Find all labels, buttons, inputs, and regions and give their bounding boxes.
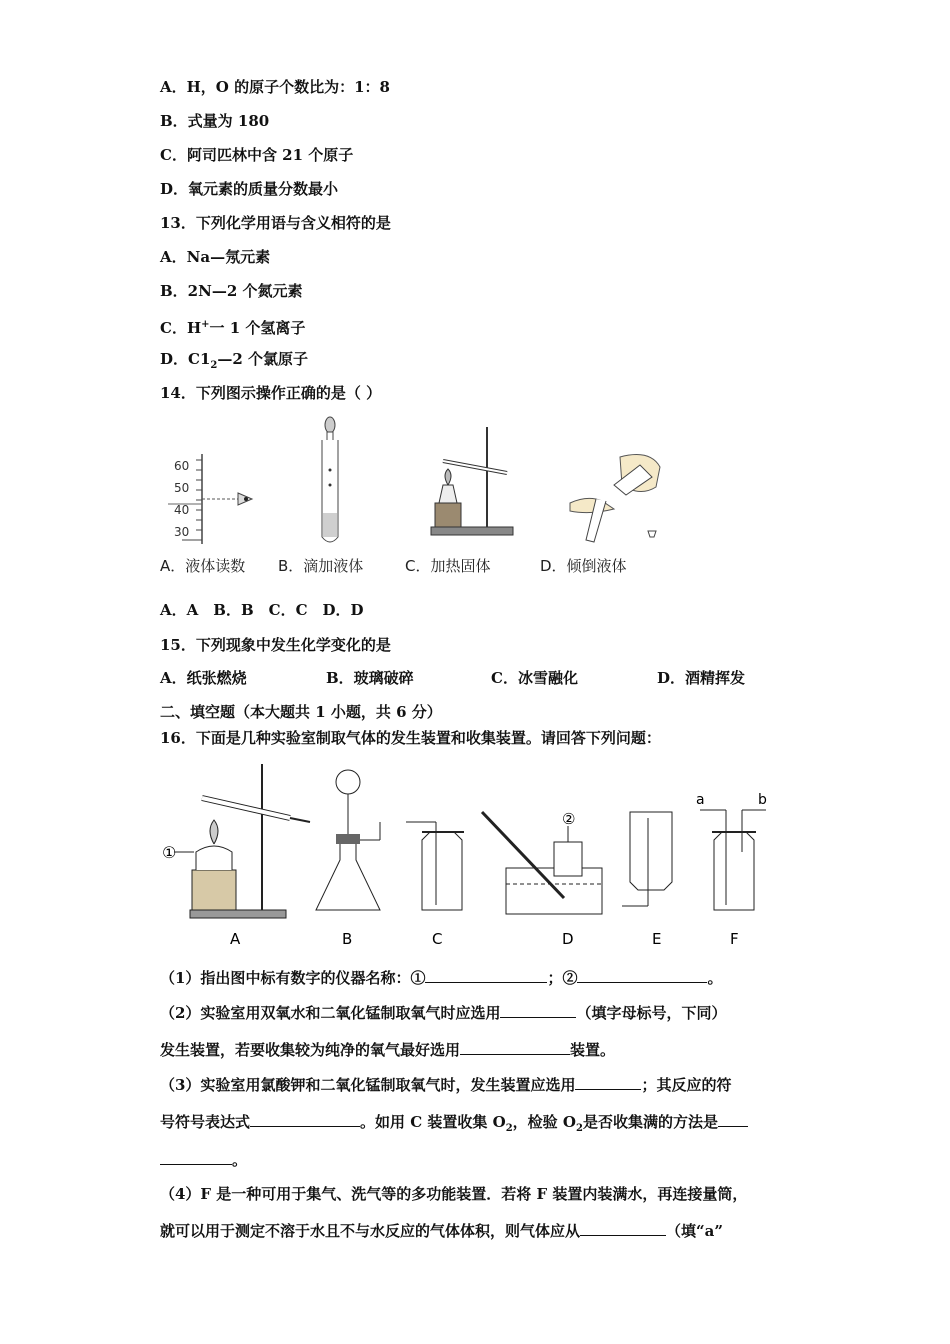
caption-d: D．倾倒液体 xyxy=(540,557,627,575)
q16-part3-line3 xyxy=(160,1150,247,1170)
q16-part2-line1 xyxy=(160,1003,726,1023)
q13-option-c-pre: C．H xyxy=(160,319,202,337)
q16-part2-line2 xyxy=(160,1040,615,1060)
answer-blank-2[interactable] xyxy=(577,968,707,983)
scale-tick-50: 50 xyxy=(174,481,190,495)
answer-blank-7[interactable] xyxy=(718,1112,748,1127)
q16-part3-line2 xyxy=(160,1112,748,1139)
port-a-label: a xyxy=(696,792,705,808)
subscript-2: 2 xyxy=(505,1123,513,1134)
q16-part3-text-c: 号符号表达式 xyxy=(160,1113,251,1131)
scale-tick-30: 30 xyxy=(174,525,190,539)
figure-dropping-liquid xyxy=(305,415,355,550)
apparatus-c xyxy=(406,822,464,910)
q13-option-b: B．2N—2 个氮元素 xyxy=(160,282,303,300)
q13-option-d-post: —2 个氯原子 xyxy=(217,350,309,368)
q16-part3-text-a: （3）实验室用氯酸钾和二氧化锰制取氧气时，发生装置应选用 xyxy=(160,1076,576,1094)
q16-part4-text-c: （填“a” xyxy=(666,1222,723,1240)
label-a: A xyxy=(230,930,241,948)
figure-gas-apparatus xyxy=(160,760,790,950)
q15-option-b: B．玻璃破碎 xyxy=(326,669,414,687)
q16-part2-text-d: 装置。 xyxy=(570,1041,616,1059)
q16-part4-line2 xyxy=(160,1221,723,1241)
q16-part4-line1: （4）F 是一种可用于集气、洗气等的多功能装置．若将 F 装置内装满水，再连接量筒， xyxy=(160,1185,748,1203)
q16-part3-text-d: 。如用 C 装置收集 O xyxy=(360,1113,506,1131)
label-e: E xyxy=(652,930,662,948)
figure-heating-solid xyxy=(425,425,525,540)
q13-option-d xyxy=(160,349,308,376)
caption-c: C．加热固体 xyxy=(405,557,491,575)
q16-part3-text-b: ；其反应的符 xyxy=(641,1076,732,1094)
section-heading: 二、填空题（本大题共 1 小题，共 6 分） xyxy=(160,703,442,721)
q14-answer-options: A．A B．B C．C D．D xyxy=(160,601,364,619)
apparatus-b xyxy=(316,770,380,910)
q13-option-d-sub: 2 xyxy=(210,360,218,371)
label-d: D xyxy=(562,930,574,948)
q12-option-c: C．阿司匹林中含 21 个原子 xyxy=(160,146,354,164)
q16-part3-text-e: ，检验 O xyxy=(512,1113,576,1131)
label-c: C xyxy=(432,930,443,948)
q13-option-a: A．Na—氖元素 xyxy=(160,248,271,266)
q15-option-a: A．纸张燃烧 xyxy=(160,669,247,687)
q16-part1 xyxy=(160,968,722,988)
q16-stem: 16．下面是几种实验室制取气体的发生装置和收集装置。请回答下列问题： xyxy=(160,729,661,747)
label-f: F xyxy=(730,930,739,948)
scale-tick-60: 60 xyxy=(174,459,190,473)
q12-option-b: B．式量为 180 xyxy=(160,112,270,130)
q16-part2-text-a: （2）实验室用双氧水和二氧化锰制取氧气时应选用 xyxy=(160,1004,501,1022)
q15-option-d: D．酒精挥发 xyxy=(657,669,746,687)
answer-blank-1[interactable] xyxy=(425,968,547,983)
marker-2: ② xyxy=(562,810,576,828)
q13-option-c-post: 一 1 个氢离子 xyxy=(209,319,306,337)
answer-blank-8[interactable] xyxy=(580,1221,666,1236)
q13-option-c-sup: + xyxy=(201,319,210,330)
q16-part1-text-c: 。 xyxy=(707,969,723,987)
q16-part3-line1 xyxy=(160,1075,731,1095)
apparatus-f xyxy=(696,792,767,910)
apparatus-a xyxy=(162,764,310,918)
label-b: B xyxy=(342,930,353,948)
q12-option-a: A．H，O 的原子个数比为：1：8 xyxy=(160,78,390,96)
q16-part2-text-b: （填字母标号，下同） xyxy=(576,1004,727,1022)
answer-blank-3[interactable] xyxy=(500,1003,576,1018)
answer-blank-6[interactable] xyxy=(250,1112,360,1127)
q13-option-c xyxy=(160,315,305,338)
q12-option-d: D．氧元素的质量分数最小 xyxy=(160,180,339,198)
q16-part3-text-f: 是否收集满的方法是 xyxy=(582,1113,718,1131)
subscript-2: 2 xyxy=(575,1123,583,1134)
q13-option-d-pre: D．C1 xyxy=(160,350,211,368)
q15-option-c: C．冰雪融化 xyxy=(491,669,578,687)
q16-part3-text-g: 。 xyxy=(232,1151,248,1169)
figure-liquid-reading xyxy=(160,448,260,548)
apparatus-e xyxy=(622,812,672,906)
apparatus-d xyxy=(482,810,602,914)
caption-a: A．液体读数 xyxy=(160,557,246,575)
q16-part1-text-b: ；② xyxy=(547,969,578,987)
q15-stem: 15．下列现象中发生化学变化的是 xyxy=(160,636,391,654)
q13-stem: 13．下列化学用语与含义相符的是 xyxy=(160,214,391,232)
port-b-label: b xyxy=(758,792,767,808)
answer-blank-4[interactable] xyxy=(460,1040,570,1055)
figure-pouring-liquid xyxy=(560,445,670,545)
answer-blank-5[interactable] xyxy=(575,1075,641,1090)
caption-b: B．滴加液体 xyxy=(278,557,364,575)
answer-blank-7-cont[interactable] xyxy=(160,1150,232,1165)
q16-part2-text-c: 发生装置，若要收集较为纯净的氧气最好选用 xyxy=(160,1041,461,1059)
q16-part1-text-a: （1）指出图中标有数字的仪器名称：① xyxy=(160,969,426,987)
q14-stem: 14．下列图示操作正确的是（ ） xyxy=(160,384,382,402)
q16-part4-text-b: 就可以用于测定不溶于水且不与水反应的气体体积，则气体应从 xyxy=(160,1222,581,1240)
marker-1: ① xyxy=(162,843,177,862)
scale-tick-40: 40 xyxy=(174,503,190,517)
